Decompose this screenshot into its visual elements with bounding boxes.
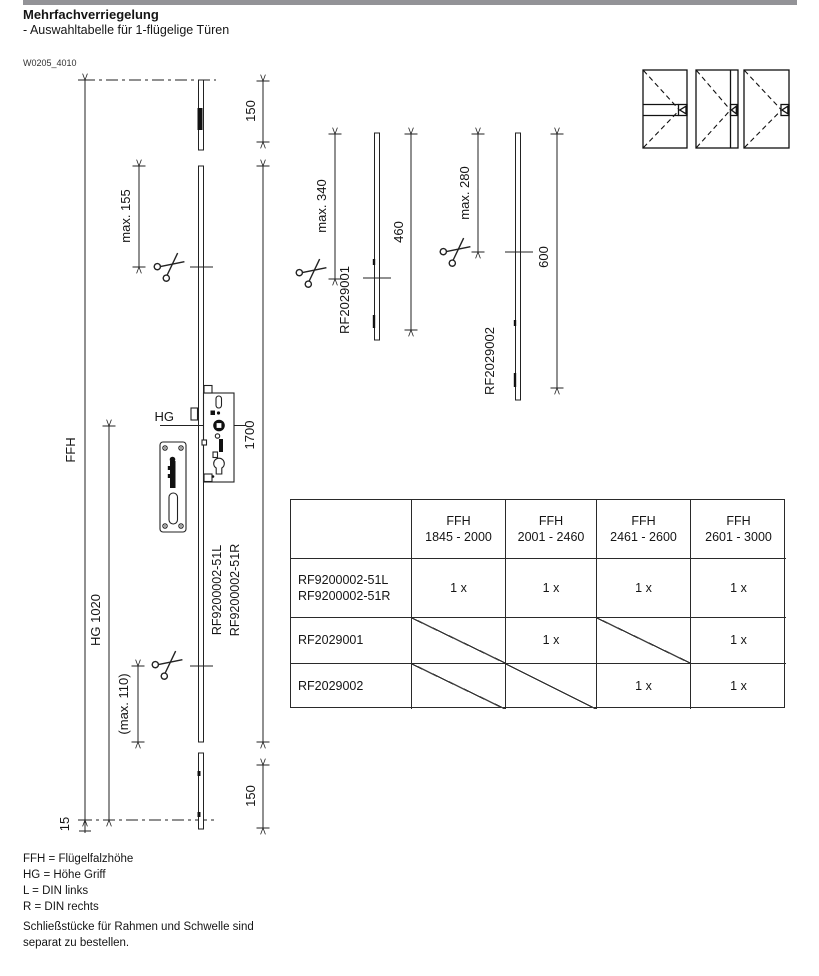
main-rail — [199, 166, 204, 742]
dim-460 — [391, 134, 418, 330]
dim-1700 — [242, 166, 270, 742]
euro-cylinder — [214, 458, 225, 474]
dim-150-top-label: 150 — [243, 100, 258, 122]
dim-600-label: 600 — [536, 246, 551, 268]
scissors-icon — [439, 234, 473, 267]
legend-note: Schließstücke für Rahmen und Schwelle sind separat zu bestellen. — [23, 921, 254, 949]
latch-triangle-icon — [680, 106, 686, 114]
table-cell — [412, 618, 506, 664]
handle-spindle — [170, 457, 176, 463]
table-row-label: RF2029002 — [291, 664, 412, 709]
page-subtitle: - Auswahltabelle für 1-flügelige Türen — [23, 23, 230, 37]
table-row-label: RF2029001 — [291, 618, 412, 664]
dim-max-340 — [314, 134, 342, 279]
table-cell: 1 x — [506, 559, 597, 618]
legend-line-l: L = DIN links — [23, 885, 89, 897]
table-cell: 1 x — [597, 664, 691, 709]
extension-rail-1 — [295, 133, 418, 340]
dim-max-280 — [457, 134, 485, 252]
drawing-code: W0205_4010 — [23, 58, 77, 68]
door-schematic-1 — [643, 70, 687, 148]
table-cell — [506, 664, 597, 709]
table-cell: 1 x — [506, 618, 597, 664]
door-schematics — [643, 70, 789, 148]
escutcheon-plate — [160, 442, 186, 532]
dim-hg-1020-label: HG 1020 — [88, 593, 103, 647]
ffh-dimension — [57, 80, 92, 833]
dim-150-bottom — [243, 765, 270, 828]
table-cell — [597, 618, 691, 664]
product-label-left: RF9200002-51L — [210, 544, 224, 636]
legend-line-ffh: FFH = Flügelfalzhöhe — [23, 853, 134, 865]
table-cell — [412, 664, 506, 709]
table-row-label: RF9200002-51L RF9200002-51R — [291, 559, 412, 618]
bottom-rail-segment — [199, 753, 204, 829]
scissors-icon — [295, 255, 329, 288]
legend-line-hg: HG = Höhe Griff — [23, 869, 106, 881]
latch-triangle-icon — [731, 106, 736, 114]
dim-1700-label: 1700 — [242, 420, 257, 450]
dim-600 — [536, 134, 564, 388]
dim-460-label: 460 — [391, 221, 406, 243]
top-rail-segment — [199, 80, 204, 150]
main-lock-diagram — [57, 80, 270, 833]
dim-max-340-label: max. 340 — [314, 179, 329, 233]
table-cell: 1 x — [597, 559, 691, 618]
table-cell: 1 x — [691, 618, 786, 664]
dim-max-155-label: max. 155 — [118, 189, 133, 243]
dim-15-label: 15 — [57, 816, 72, 832]
handle-follower — [213, 420, 225, 432]
selection-table — [290, 499, 785, 708]
page-title: Mehrfachverriegelung — [23, 7, 159, 22]
extension-rail-2-body — [516, 133, 521, 400]
latch-triangle-icon — [782, 106, 788, 114]
ffh-dimension-label: FFH — [63, 437, 78, 463]
table-col-header: FFH 2601 - 3000 — [691, 500, 786, 559]
legend — [23, 851, 254, 951]
hg-label: HG — [154, 409, 174, 424]
scissors-icon — [153, 249, 187, 282]
door-schematic-3 — [744, 70, 789, 148]
dim-max-110-label: (max. 110) — [116, 673, 131, 735]
top-divider-bar — [23, 0, 797, 5]
dim-max-155 — [118, 166, 146, 267]
dim-150-bottom-label: 150 — [243, 785, 258, 807]
dim-150-top — [243, 81, 270, 142]
door-schematic-2 — [696, 70, 738, 148]
table-col-header: FFH 1845 - 2000 — [412, 500, 506, 559]
extension-rail-1-body — [375, 133, 380, 340]
dim-hg-1020 — [88, 426, 116, 820]
table-corner-cell — [291, 500, 412, 559]
dim-max-110 — [116, 666, 145, 742]
lock-case — [191, 386, 234, 483]
extension-rail-1-label: RF2029001 — [337, 266, 352, 334]
product-label-right: RF9200002-51R — [228, 543, 242, 637]
dim-max-280-label: max. 280 — [457, 166, 472, 220]
cylinder-slot — [169, 493, 178, 524]
legend-line-r: R = DIN rechts — [23, 901, 99, 913]
table-col-header: FFH 2001 - 2460 — [506, 500, 597, 559]
top-rail-bolt — [198, 108, 203, 130]
table-cell: 1 x — [412, 559, 506, 618]
table-col-header: FFH 2461 - 2600 — [597, 500, 691, 559]
extension-rail-2-label: RF2029002 — [482, 327, 497, 395]
table-cell: 1 x — [691, 559, 786, 618]
table-cell: 1 x — [730, 679, 747, 694]
scissors-icon — [151, 647, 185, 680]
extension-rail-2 — [439, 133, 564, 400]
